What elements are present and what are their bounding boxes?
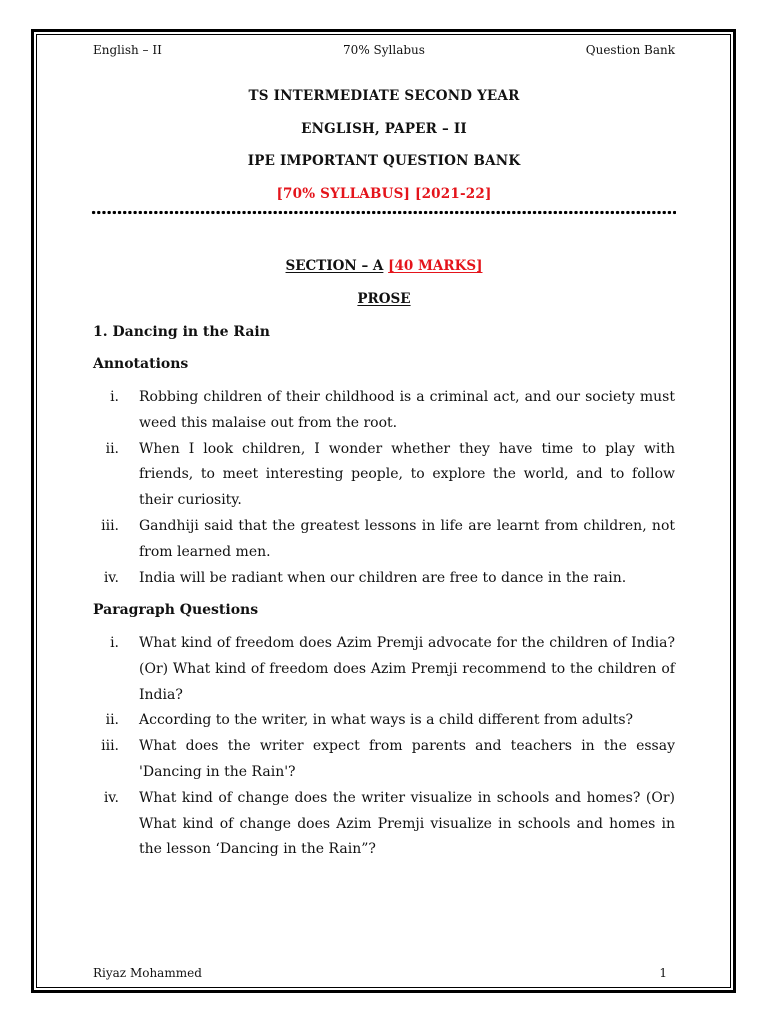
list-item-number: iv. (103, 789, 119, 806)
list-item (93, 437, 675, 514)
title-line-1: TS INTERMEDIATE SECOND YEAR (248, 88, 520, 104)
title-line-2: ENGLISH, PAPER – II (301, 121, 467, 137)
list-item (93, 385, 675, 437)
header-subject: English – II (93, 43, 162, 57)
list-item (93, 631, 675, 708)
header-syllabus: 70% Syllabus (343, 43, 425, 57)
annotations-heading: Annotations (93, 356, 189, 372)
paragraph-questions-heading: Paragraph Questions (93, 602, 259, 618)
list-item-text: When I look children, I wonder whether they have time to play with friends, to meet interesting people, to explore the world, and to follow their curiosity. (139, 440, 675, 509)
list-item-number: iii. (101, 738, 119, 755)
section-label: SECTION – A (285, 258, 384, 274)
footer-author: Riyaz Mohammed (93, 966, 202, 980)
list-item (93, 786, 675, 863)
list-item-text: Robbing children of their childhood is a criminal act, and our society must weed this malaise out from the root. (139, 389, 675, 431)
section-marks: [40 MARKS] (388, 258, 483, 274)
list-item (93, 566, 675, 592)
list-item-text: What does the writer expect from parents and teachers in the essay 'Dancing in the Rain'? (139, 738, 675, 780)
list-item (93, 734, 675, 786)
list-item-text: India will be radiant when our children are free to dance in the rain. (139, 569, 627, 586)
section-subtitle (93, 291, 675, 307)
list-item-number: i. (110, 635, 119, 651)
title-line-3: IPE IMPORTANT QUESTION BANK (247, 153, 521, 169)
list-item-number: ii. (105, 440, 119, 457)
title-line-4: [70% SYLLABUS] [2021-22] (276, 186, 492, 202)
lesson-title: 1. Dancing in the Rain (93, 324, 270, 340)
list-item-text: According to the writer, in what ways is a child different from adults? (139, 712, 634, 729)
header-doc-type: Question Bank (585, 43, 675, 57)
page-number: 1 (659, 966, 667, 980)
list-item-text: What kind of change does the writer visualize in schools and homes? (Or) What kind of change does Azim Premji visualize in schools and homes in the lesson ‘Dancing in the Rain”? (139, 789, 675, 858)
list-item-number: ii. (105, 712, 119, 729)
dotted-divider (91, 210, 676, 215)
list-item-number: iii. (101, 517, 119, 534)
list-item-text: What kind of freedom does Azim Premji advocate for the children of India? (Or) What kind of freedom does Azim Premji recommend to the children of India? (139, 635, 675, 703)
section-heading (93, 258, 675, 274)
list-item (93, 708, 675, 734)
list-item-number: i. (110, 389, 119, 405)
list-item (93, 514, 675, 566)
paragraph-questions-list (93, 631, 675, 863)
list-item-number: iv. (103, 569, 119, 586)
list-item-text: Gandhiji said that the greatest lessons in life are learnt from children, not from learned men. (139, 517, 675, 560)
page-header (93, 43, 675, 61)
annotations-list (93, 385, 675, 591)
section-subtitle-text: PROSE (357, 291, 411, 307)
